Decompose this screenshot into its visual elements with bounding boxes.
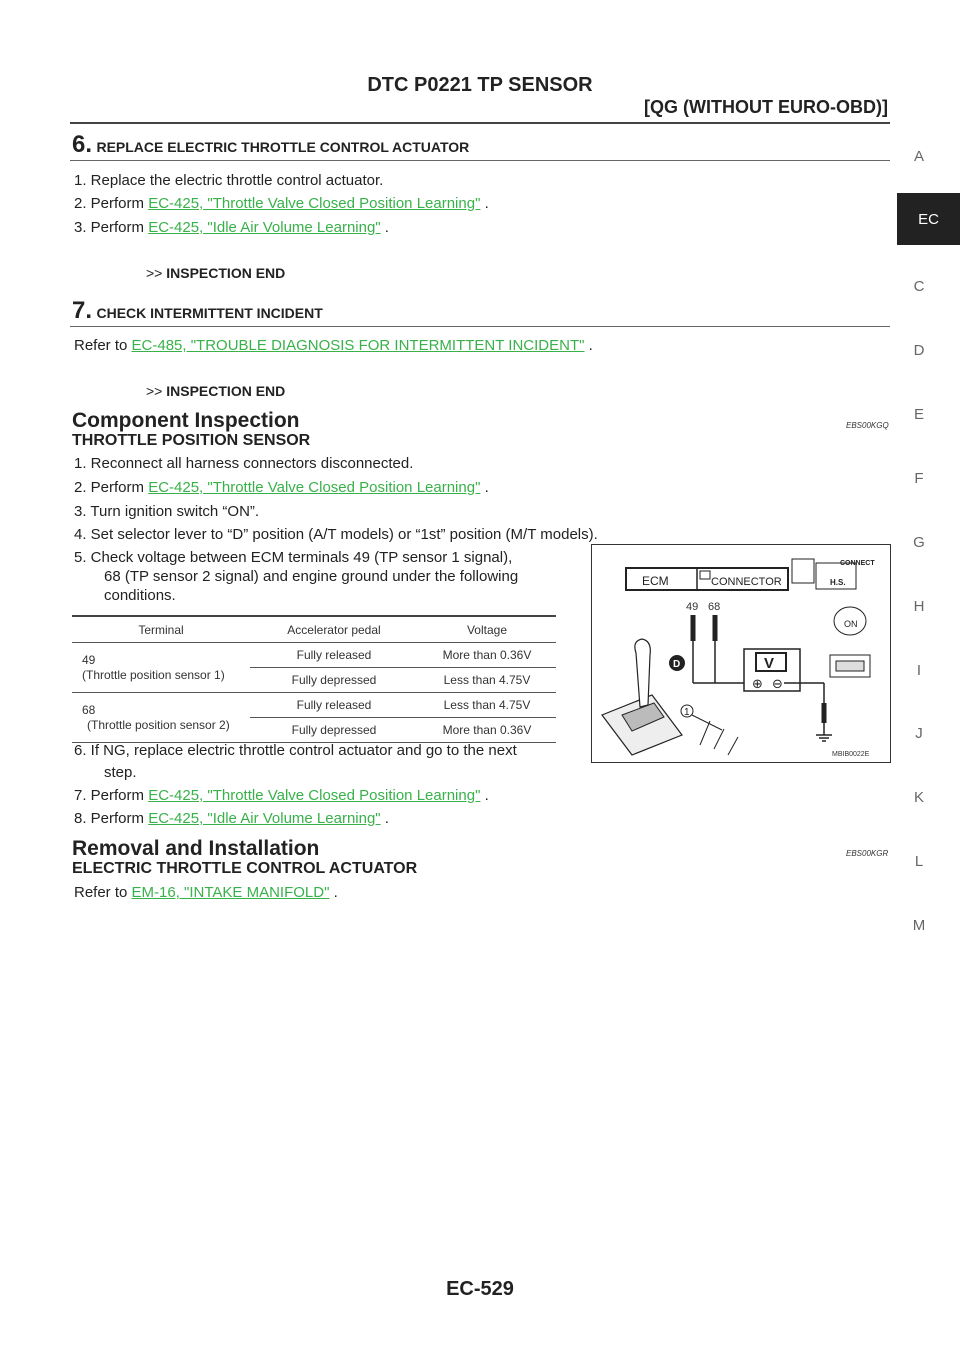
line-text: . [380, 810, 389, 827]
line-text: Refer to [74, 884, 132, 901]
inspection-step-2 [74, 479, 489, 496]
table-header: Accelerator pedal [250, 616, 418, 643]
terminal-cell [72, 643, 250, 693]
line-text: 2. Perform [74, 195, 149, 212]
table-row [72, 693, 556, 718]
sidebar-item-c[interactable]: C [913, 278, 925, 295]
sidebar-item-a[interactable]: A [913, 148, 924, 165]
step-7-result [146, 383, 285, 399]
throttle-actuator-heading: ELECTRIC THROTTLE CONTROL ACTUATOR [72, 860, 418, 877]
result-text: INSPECTION END [166, 383, 286, 399]
terminal-number: 68 [82, 702, 96, 717]
sidebar-item-g[interactable]: G [913, 534, 925, 551]
inspection-step-3: 3. Turn ignition switch “ON”. [74, 503, 260, 520]
result-arrow: >> [146, 383, 163, 399]
sidebar-item-k[interactable]: K [913, 789, 924, 806]
table-cell: Less than 4.75V [418, 668, 556, 693]
terminal-desc: (Throttle position sensor 2) [87, 717, 230, 732]
intake-manifold-link[interactable]: EM-16, "INTAKE MANIFOLD" [131, 884, 330, 901]
sidebar-item-l[interactable]: L [914, 853, 924, 870]
hs-label: H.S. [830, 578, 846, 587]
sidebar-item-i[interactable]: I [916, 662, 922, 679]
table-cell: Fully depressed [250, 668, 418, 693]
inspection-step-6: 6. If NG, replace electric throttle control actuator and go to the next [74, 742, 517, 759]
engine-icon-detail [836, 661, 864, 671]
step-6-result [146, 265, 285, 281]
step-number: 7. [72, 297, 93, 324]
inspection-step-5: 5. Check voltage between ECM terminals 49 (TP sensor 1 signal), [74, 549, 513, 566]
section-code: EBS00KGQ [846, 421, 889, 430]
line-text: 3. Perform [74, 219, 149, 236]
throttle-valve-learning-link[interactable]: EC-425, "Throttle Valve Closed Position Learning" [148, 787, 481, 804]
section-code: EBS00KGR [846, 849, 889, 858]
table-cell: Fully depressed [250, 718, 418, 743]
throttle-position-sensor-heading: THROTTLE POSITION SENSOR [72, 432, 311, 449]
figure-code: MBIB0022E [832, 751, 870, 758]
table-cell: More than 0.36V [418, 643, 556, 668]
plus-terminal: ⊕ [752, 677, 763, 692]
throttle-valve-learning-link[interactable]: EC-425, "Throttle Valve Closed Position Learning" [148, 479, 481, 496]
inspection-step-4: 4. Set selector lever to “D” position (A/T models) or “1st” position (M/T models). [74, 526, 598, 543]
idle-air-volume-learning-link[interactable]: EC-425, "Idle Air Volume Learning" [148, 219, 381, 236]
throttle-valve-learning-link[interactable]: EC-425, "Throttle Valve Closed Position Learning" [148, 195, 481, 212]
page-number: EC-529 [446, 1278, 514, 1300]
intermittent-incident-link[interactable]: EC-485, "TROUBLE DIAGNOSIS FOR INTERMITTENT INCIDENT" [131, 337, 585, 354]
sidebar-item-h[interactable]: H [913, 598, 925, 615]
step-7-line [74, 337, 593, 354]
ecm-label: ECM [642, 574, 669, 588]
shift-lever [635, 639, 650, 707]
table-cell: Fully released [250, 643, 418, 668]
table-header: Voltage [418, 616, 556, 643]
line-text: Refer to [74, 337, 132, 354]
ignition-on-label: ON [844, 619, 858, 629]
table-row [72, 643, 556, 668]
line-text: . [480, 479, 489, 496]
connect-label: CONNECT [840, 560, 875, 567]
inspection-step-6-cont: step. [104, 764, 137, 781]
voltage-spec-table [72, 615, 556, 743]
terminal-desc: (Throttle position sensor 1) [82, 667, 225, 682]
wiring-diagram [592, 545, 890, 762]
sidebar-item-f[interactable]: F [914, 470, 924, 487]
minus-terminal: ⊖ [772, 677, 783, 692]
table-header: Terminal [72, 616, 250, 643]
step-title: CHECK INTERMITTENT INCIDENT [96, 305, 323, 321]
sidebar-item-d[interactable]: D [913, 342, 925, 359]
step-6-heading [72, 131, 469, 159]
table-cell: Fully released [250, 693, 418, 718]
connect-icon [792, 559, 814, 583]
result-arrow: >> [146, 265, 163, 281]
inspection-step-5-cont: conditions. [104, 587, 176, 604]
step-7-heading [72, 297, 323, 325]
sidebar-item-m[interactable]: M [912, 917, 926, 934]
manual-gate-line [714, 729, 724, 749]
table-cell: More than 0.36V [418, 718, 556, 743]
inspection-step-8 [74, 810, 389, 827]
line-text: 8. Perform [74, 810, 149, 827]
line-text: . [380, 219, 389, 236]
d-position-label: D [673, 659, 681, 670]
pin-49-label: 49 [686, 601, 699, 613]
line-text: . [584, 337, 593, 354]
step-6-line-1: 1. Replace the electric throttle control actuator. [74, 172, 384, 189]
line-text: . [480, 787, 489, 804]
step-divider [70, 326, 890, 327]
step-6-line-2 [74, 195, 489, 212]
page-title: DTC P0221 TP SENSOR [367, 74, 593, 96]
first-gear-label: 1 [684, 707, 690, 718]
connector-latch [700, 571, 710, 579]
table-header-row [72, 616, 556, 643]
inspection-step-5-cont: 68 (TP sensor 2 signal) and engine ground under the following [104, 568, 519, 585]
removal-reference [74, 884, 338, 901]
table-cell: Less than 4.75V [418, 693, 556, 718]
step-number: 6. [72, 131, 93, 158]
result-text: INSPECTION END [166, 265, 286, 281]
terminal-number: 49 [82, 652, 96, 667]
line-text: . [480, 195, 489, 212]
step-title: REPLACE ELECTRIC THROTTLE CONTROL ACTUATOR [96, 139, 470, 155]
terminal-cell [72, 693, 250, 743]
pin-68-label: 68 [708, 601, 721, 613]
step-divider [70, 160, 890, 161]
removal-installation-title: Removal and Installation [72, 837, 320, 860]
sidebar-item-ec[interactable]: EC [897, 193, 960, 245]
component-inspection-title: Component Inspection [72, 409, 300, 432]
manual-gate-line [700, 721, 710, 745]
connector-label: CONNECTOR [711, 576, 782, 588]
voltage-check-figure [591, 544, 891, 763]
inspection-step-1: 1. Reconnect all harness connectors disconnected. [74, 455, 414, 472]
line-text: 7. Perform [74, 787, 149, 804]
page-subtitle: [QG (WITHOUT EURO-OBD)] [644, 97, 888, 117]
sidebar-item-e[interactable]: E [913, 406, 924, 423]
sidebar-item-j[interactable]: J [915, 725, 923, 742]
step-6-line-3 [74, 219, 389, 236]
header-divider [70, 122, 890, 124]
line-text: 2. Perform [74, 479, 149, 496]
idle-air-volume-learning-link[interactable]: EC-425, "Idle Air Volume Learning" [148, 810, 381, 827]
line-text: . [329, 884, 338, 901]
voltmeter-label: V [764, 655, 775, 672]
inspection-step-7 [74, 787, 489, 804]
manual-gate-line [728, 737, 738, 755]
